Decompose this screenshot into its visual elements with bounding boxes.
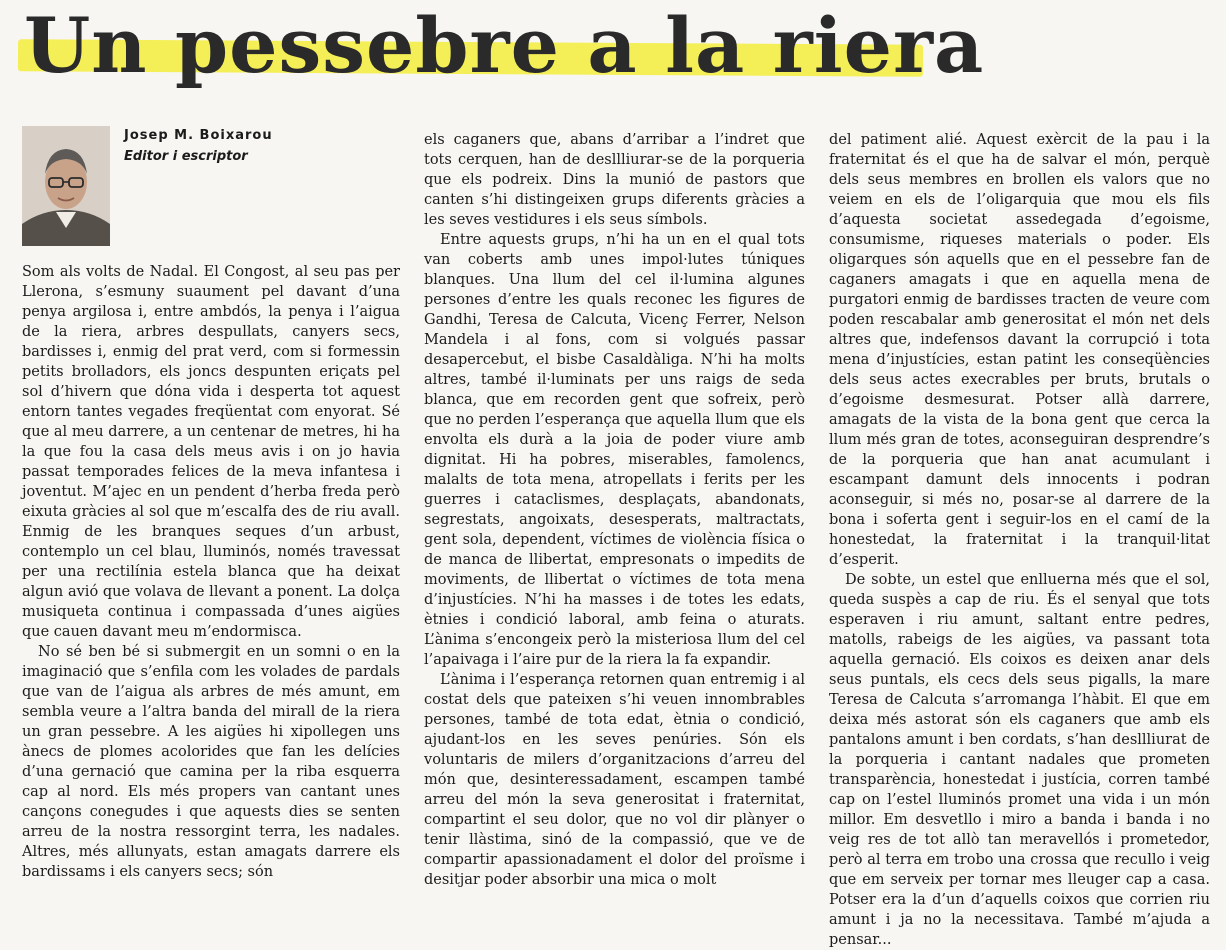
paragraph: L’ànima i l’esperança retornen quan entremig i al costat dels que pateixen s’hi veuen innombrables persones, també de tota edat, ètnia o condició, ajudant-los en les seves penúries. Són els voluntaris de milers d’organitzacions d’arreu del món que, desinteressadament, escampen també arreu del món la seva generositat i fraternitat, compartint el seu dolor, que no vol dir plànyer o tenir llàstima, sinó de la compassió, que ve de compartir apassionadament el dolor del proïsme i desitjar poder absorbir una mica o molt bbox=[424, 672, 805, 888]
paragraph: del patiment alié. Aquest exèrcit de la pau i la fraternitat és el que ha de salvar el món, perquè dels seus membres en brollen els valors que no veiem en els de l’oligarquia que mou els fils d’aquesta societat assedegada d’egoisme, consumisme, riqueses materials o poder. Els oligarques són aquells que en el pessebre fan de caganers amagats i que en aquella mena de purgatori enmig de bardisses tracten de veure com poden rescabalar amb generositat el món net dels altres que, indefensos davant la corrupció i tota mena d’injustícies, estan patint les conseqüències dels seus actes execrables per bruts, brutals o d’egoisme desmesurat. Potser allà darrere, amagats de la vista de la bona gent que cerca la llum més gran de totes, aconseguiran desprendre’s de la porqueria que han anat acumulant i escampant damunt dels innocents i podran aconseguir, si més no, posar-se al darrere de la bona i soferta gent i seguir-los en el camí de la honestedat, la fraternitat i la tranquil·litat d’esperit. bbox=[829, 132, 1210, 568]
byline bbox=[124, 126, 404, 168]
paragraph: Entre aquests grups, n’hi ha un en el qual tots van coberts amb unes impol·lutes túniques blanques. Una llum del cel il·lumina algunes persones d’entre les quals reconec les figures de Gandhi, Teresa de Calcuta, Vicenç Ferrer, Nelson Mandela i al fons, com si volgués passar desapercebut, el bisbe Casaldàliga. N’hi ha molts altres, també il·luminats per uns raigs de seda blanca, que em recorden gent que sofreix, però que no perden l’esperança que aquella llum que els envolta els durà a la joia de poder viure amb dignitat. Hi ha pobres, miserables, famolencs, malalts de tota mena, atropellats i ferits per les guerres i cataclismes, desplaçats, abandonats, segrestats, angoixats, desesperats, maltractats, gent sola, dependent, víctimes de violència física o de manca de llibertat, empresonats o impedits de moviments, de llibertat o víctimes de tota mena d’injustícies. N’hi ha masses i de totes les edats, ètnies i condició laboral, amb feina o aturats. L’ànima s’encongeix però la misteriosa llum del cel l’apaivaga i l’aire pur de la riera la fa expandir. bbox=[424, 232, 805, 668]
article-title: Un pessebre a la riera bbox=[24, 1, 985, 90]
paragraph: Som als volts de Nadal. El Congost, al seu pas per Llerona, s’esmuny suaument pel davant d’una penya argilosa i, entre ambdós, la penya i l’aigua de la riera, arbres despullats, canyers secs, bardisses i, enmig del prat verd, com si formessin petits brolladors, els joncs despunten eriçats pel sol d’hivern que dóna vida i desperta tot aquest entorn tantes vegades freqüentat com enyorat. Sé que al meu darrere, a un centenar de metres, hi ha la que fou la casa dels meus avis i on jo havia passat temporades felices de la meva infantesa i joventut. M’ajec en un pendent d’herba freda però eixuta gràcies al sol que m’escalfa des de riu avall. Enmig de les branques seques d’un arbust, contemplo un cel blau, lluminós, només travessat per una rectilínia estela blanca que ha deixat algun avió que volava de llevant a ponent. La dolça musiqueta continua i compassada d’unes aigües que cauen davant meu m’endormisca. bbox=[22, 264, 400, 640]
paragraph: els caganers que, abans d’arribar a l’indret que tots cerquen, han de desllliurar-se de la porqueria que els podreix. Dins la munió de pastors que canten s’hi distingeixen grups diferents gràcies a les seves vestidures i els seus símbols. bbox=[424, 132, 805, 228]
paragraph: No sé ben bé si submergit en un somni o en la imaginació que s’enfila com les volades de pardals que van de l’aigua als arbres de més amunt, em sembla veure a l’altra banda del mirall de la riera un gran pessebre. A les aigües hi xipollegen uns ànecs de plomes acolorides que fan les delícies d’una gernació que camina per la riba esquerra cap al nord. Els més propers van cantant unes cançons conegudes i que aquests dies se senten arreu de la nostra ressorgint terra, les nadales. Altres, més allunyats, estan amagats darrere els bardissams i els canyers secs; són bbox=[22, 644, 400, 880]
author-photo bbox=[22, 126, 110, 246]
article-column-3 bbox=[829, 130, 1210, 950]
paragraph: De sobte, un estel que enlluerna més que el sol, queda suspès a cap de riu. És el senyal que tots esperaven i riu amunt, saltant entre pedres, matolls, rabeigs de les aigües, va passant tota aquella gernació. Els coixos es deixen anar dels seus puntals, els cecs dels seus pigalls, la mare Teresa de Calcuta s’arromanga l’hàbit. El que em deixa més astorat són els caganers que amb els pantalons amunt i ben cordats, s’han desllliurat de la porqueria i cantant nadales que prometen transparència, honestedat i justícia, corren també cap on l’estel lluminós promet una vida i un món millor. Em desvetllo i miro a banda i banda i no veig res de tot allò tan meravellós i prometedor, però al terra em trobo una crossa que recullo i veig que em serveix per tornar mes lleuger cap a casa. Potser era la d’un d’aquells coixos que corrien riu amunt i ja no la necessitava. També m’ajuda a pensar... bbox=[829, 572, 1210, 948]
author-portrait-icon bbox=[22, 126, 110, 246]
author-role: Editor i escriptor bbox=[124, 149, 248, 164]
article-column-2 bbox=[424, 130, 805, 890]
article-column-1 bbox=[22, 262, 400, 882]
author-name: Josep M. Boixarou bbox=[124, 128, 273, 143]
